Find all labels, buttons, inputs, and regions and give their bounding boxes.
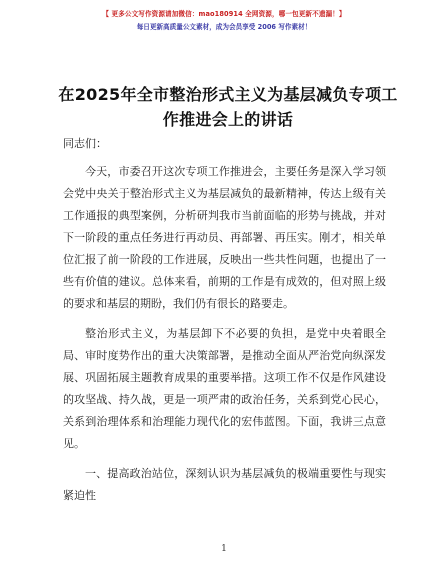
promo-banner-line-1: 【 更多公文写作资源请加微信：mao180914 全网资源，哪一包更新不遗漏！】 bbox=[102, 10, 346, 18]
document-title: 在2025年全市整治形式主义为基层减负专项工作推进会上的讲话 bbox=[58, 85, 398, 129]
page-number: 1 bbox=[221, 544, 227, 554]
paragraph-significance: 整治形式主义，为基层卸下不必要的负担，是党中央着眼全局、审时度势作出的重大决策部署，是推动全面从严治党向纵深发展、巩固拓展主题教育成果的重要举措。这项工作不仅是作风建设的攻坚战、持久战，更是一项严肃的政治任务，关系到党心民心，关系到治理体系和治理能力现代化的宏伟蓝图。下面，我讲三点意见。 bbox=[63, 327, 386, 450]
promo-banner-line-2: 每日更新高质量公文素材，成为会员享受 2006 写作素材！ bbox=[136, 23, 312, 31]
salutation: 同志们： bbox=[63, 137, 107, 150]
section-heading-1: 一、提高政治站位，深刻认识为基层减负的极端重要性与现实紧迫性 bbox=[63, 467, 386, 502]
promo-banner bbox=[0, 10, 448, 32]
document-body bbox=[63, 133, 386, 515]
paragraph-intro: 今天，市委召开这次专项工作推进会，主要任务是深入学习领会党中央关于整治形式主义为基层减负的最新精神，传达上级有关工作通报的典型案例，分析研判我市当前面临的形势与挑战，并对下一阶段的重点任务进行再动员、再部署、再压实。刚才，相关单位汇报了前一阶段的工作进展，反映出一些共性问题，也提出了一些有价值的建议。总体来看，前期的工作是有成效的，但对照上级的要求和基层的期盼，我们仍有很长的路要走。 bbox=[63, 165, 386, 310]
